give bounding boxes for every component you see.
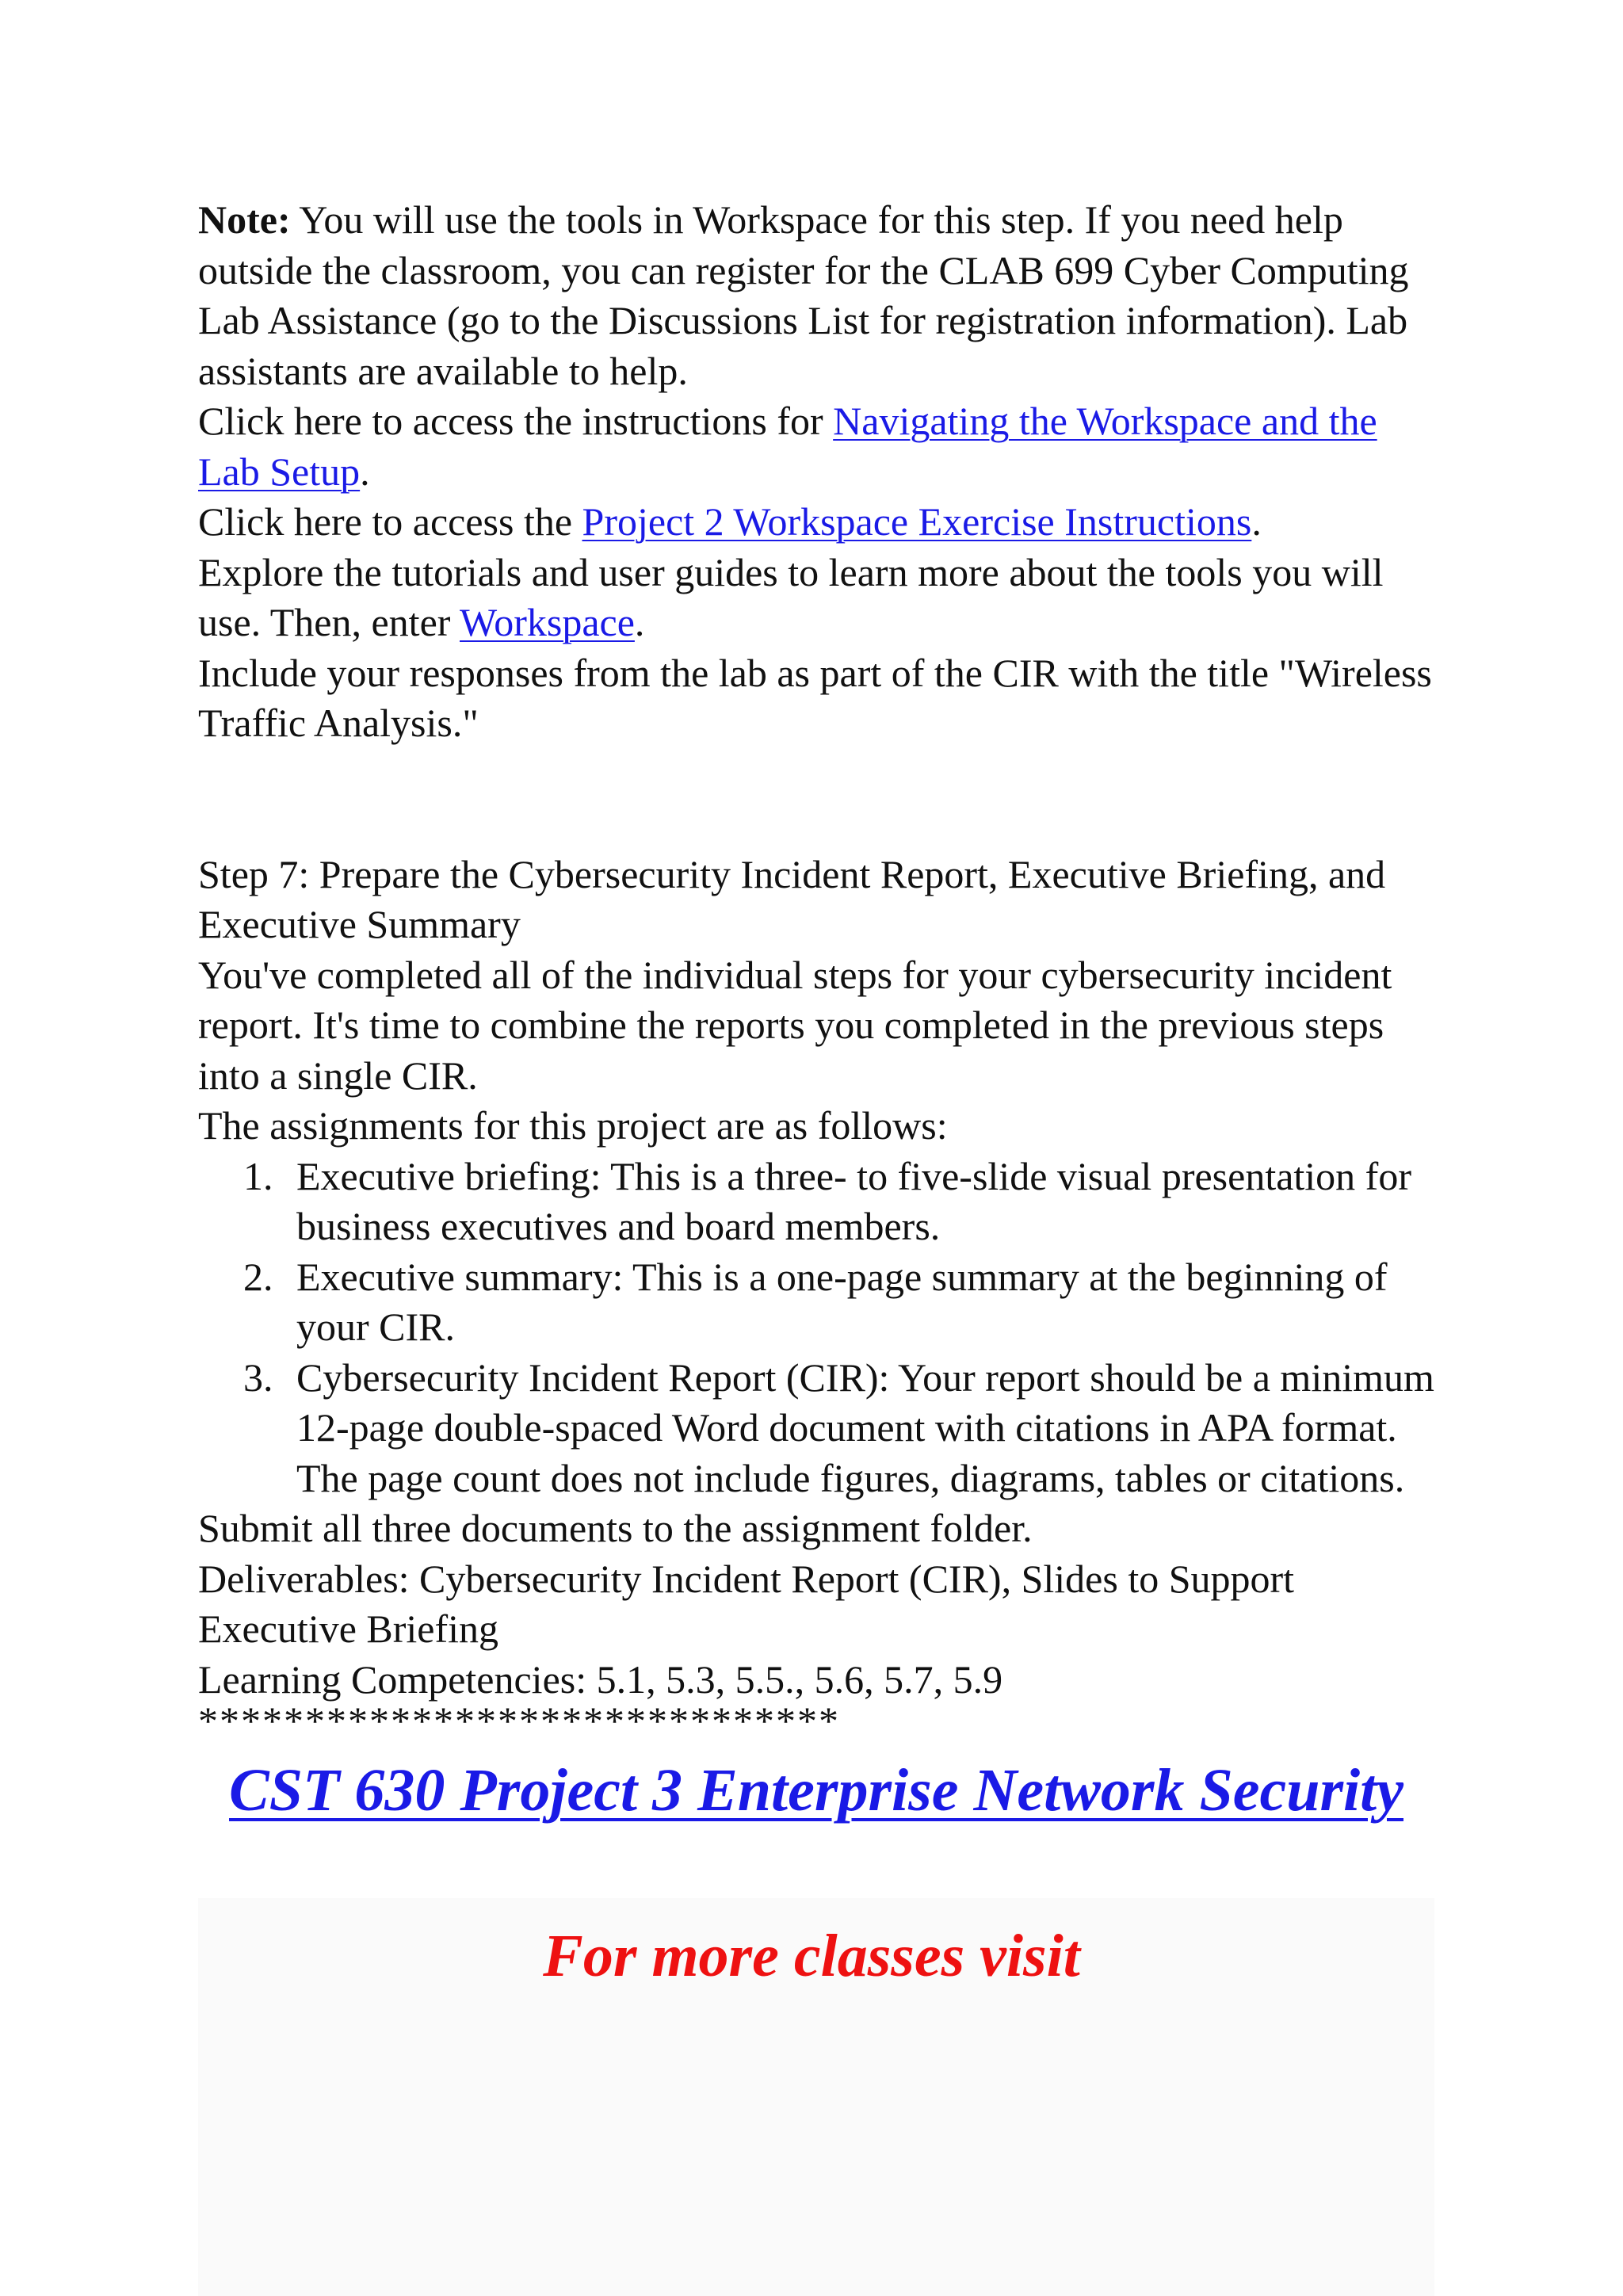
nav-instructions-line	[198, 396, 1434, 497]
separator-stars: ******************************	[198, 1705, 840, 1743]
include-line: Include your responses from the lab as part of the CIR with the title "Wireless Traffic Analysis."	[198, 650, 1432, 745]
explore-suffix: .	[634, 600, 645, 644]
list-item-number: 3.	[243, 1354, 273, 1400]
explore-line	[198, 548, 1434, 648]
cst630-project3-headline-link[interactable]: CST 630 Project 3 Enterprise Network Security	[229, 1757, 1403, 1824]
note-paragraph	[198, 195, 1434, 396]
note-text: You will use the tools in Workspace for this step. If you need help outside the classroom, you can register for the CLAB 699 Cyber Computing Lab Assistance (go to the Discussions List for registration information). Lab assistants are available to help.	[198, 197, 1409, 393]
exercise-prefix: Click here to access the	[198, 499, 582, 544]
note-label: Note:	[198, 197, 291, 242]
nav-suffix: .	[360, 449, 370, 494]
list-item-number: 2.	[243, 1254, 273, 1299]
step7-intro: You've completed all of the individual steps for your cybersecurity incident report. It's time to combine the reports you completed in the previous steps into a single CIR.	[198, 952, 1392, 1098]
exercise-instructions-line	[198, 497, 1434, 548]
nav-prefix: Click here to access the instructions for	[198, 399, 834, 443]
deliverables-line: Deliverables: Cybersecurity Incident Report (CIR), Slides to Support Executive Briefing	[198, 1556, 1295, 1651]
list-item	[198, 1353, 1434, 1504]
list-item-text: Executive summary: This is a one-page summary at the beginning of your CIR.	[296, 1254, 1388, 1349]
list-item	[198, 1252, 1434, 1353]
step7-title: Step 7: Prepare the Cybersecurity Incident Report, Executive Briefing, and Executive Summary	[198, 851, 1386, 946]
assignments-list	[198, 1152, 1434, 1504]
submit-line: Submit all three documents to the assignment folder.	[198, 1506, 1033, 1550]
project2-exercise-link[interactable]: Project 2 Workspace Exercise Instructions	[582, 499, 1252, 544]
list-item-number: 1.	[243, 1153, 273, 1198]
exercise-suffix: .	[1251, 499, 1262, 544]
section-spacer	[198, 749, 1434, 850]
workspace-link[interactable]: Workspace	[460, 600, 635, 644]
promo-text: For more classes visit	[543, 1923, 1080, 1989]
list-item	[198, 1152, 1434, 1252]
navigating-workspace-link[interactable]: Navigating the Workspace and the Lab Setup	[198, 399, 1377, 494]
assignments-intro: The assignments for this project are as follows:	[198, 1103, 948, 1148]
list-item-text: Cybersecurity Incident Report (CIR): Your report should be a minimum 12-page double-spaced Word document with citations in APA format. The page count does not include figures, diagrams, tables or citations.	[296, 1354, 1434, 1500]
explore-prefix: Explore the tutorials and user guides to learn more about the tools you will use. Then, enter	[198, 549, 1384, 644]
list-item-text: Executive briefing: This is a three- to five-slide visual presentation for business executives and board members.	[296, 1153, 1411, 1248]
document-body	[198, 195, 1434, 1830]
competencies-line: Learning Competencies: 5.1, 5.3, 5.5., 5.6, 5.7, 5.9	[198, 1656, 1003, 1702]
